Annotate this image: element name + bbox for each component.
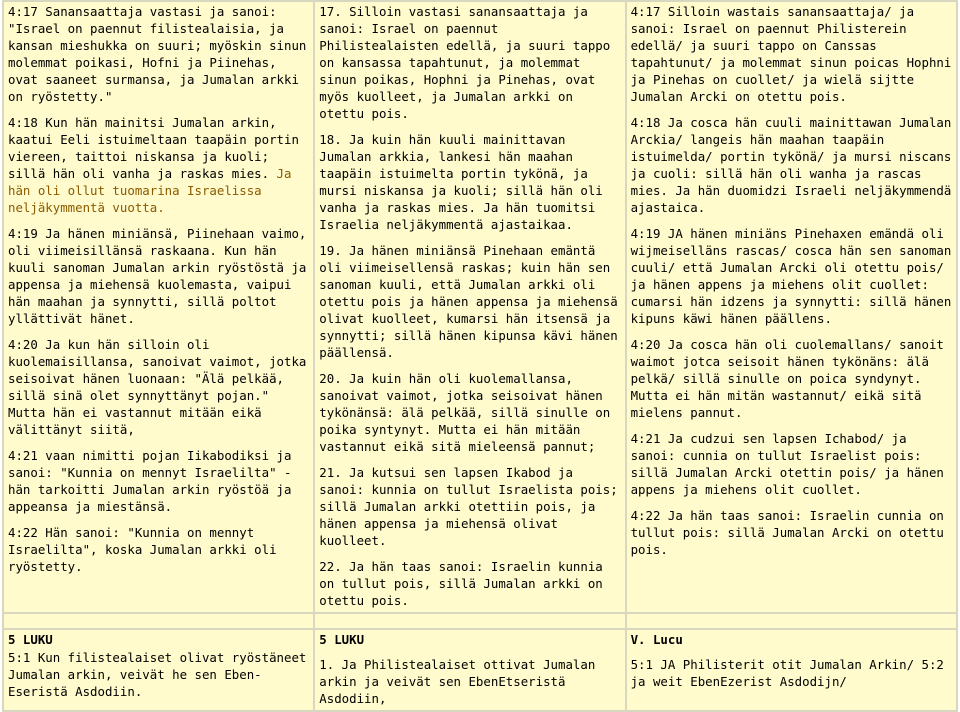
verse-text: 4:17 Sanansaattaja vastasi ja sanoi: "Israel on paennut filistealaisia, ja kansan mieshukka on suuri; myöskin sinun molemmat poikasi, Hofni ja Piinehas, ovat saaneet surmansa, ja Jumalan arkki on ryöstetty." [8,4,307,104]
spacer-cell [3,613,314,629]
verse-5-1-old: 5:1 JA Philisterit otit Jumalan Arkin/ 5:2 ja weit EbenEzerist Asdodijn/ [630,657,944,689]
verse-18 [319,131,621,233]
column-1-cell [3,1,314,613]
parallel-bible-table [2,0,958,712]
spacer-cell [626,613,957,629]
column-3-cell [626,1,957,613]
spacer-row [3,613,957,629]
verse-1: 1. Ja Philistealaiset ottivat Jumalan arkin ja veivät sen EbenEtseristä Asdodiin, [319,657,596,706]
verse-4-22-old [631,507,953,558]
verse-4-21-old [631,430,953,498]
table-row [3,1,957,613]
verse-text: 4:21 vaan nimitti pojan Iikabodiksi ja sanoi: "Kunnia on mennyt Israelilta" - hän tarkoitti Jumalan arkin ryöstöä ja appeansa ja miestänsä. [8,448,292,514]
verse-4-19 [8,225,310,327]
verse-text-highlight: Ja hän oli ollut tuomarina Israelissa neljäkymmentä vuotta. [8,166,292,215]
verse-text: 17. Silloin vastasi sanansaattaja ja sanoi: Israel on paennut Philistealaisten edellä, ja suuri tappo on kansassa tapahtunut, ja molemmat sinun poikas, Hophni ja Pinehas, ovat myös kuolleet, ja Jumalan arkki on otettu pois. [319,4,611,121]
verse-4-22 [8,524,310,575]
verse-text: 4:18 Ja cosca hän cuuli mainittawan Jumalan Arckia/ langeis hän maahan taapäin istuimelda/ portin tykönä/ ja mursi niscans ja cuoli: sillä hän oli wanha ja rascas mies. Ja hän duomidzi Israeli neljäkymmendä ajastaica. [630,115,952,215]
verse-text: 4:22 Ja hän taas sanoi: Israelin cunnia on tullut pois: sillä Jumalan Arcki on otettu pois. [630,508,944,557]
verse-20 [319,370,621,455]
verse-22 [319,558,621,609]
verse-text: 4:20 Ja cosca hän oli cuolemallans/ sanoit waimot jotca seisoit hänen tykönäns: älä pelkä/ sillä sinulle on poica syndynyt. Mutta ei hän mitän wastannut/ eikä sitä mielens pannut. [630,337,944,420]
spacer-cell [314,613,625,629]
verse-19 [319,242,621,361]
column-1-chapter-cell [3,629,314,711]
verse-text: 4:19 JA hänen miniäns Pinehaxen emändä oli wijmeiselläns rascas/ cosca hän sen sanoman cuuli/ että Jumalan Arcki oli otettu pois/ ja hänen appens ja miehens olit cuollet: cumarsi hän idzens ja synnytti: sillä hänen kipuns käwi hänen päällens. [630,226,952,326]
verse-text: 21. Ja kutsui sen lapsen Ikabod ja sanoi: kunnia on tullut Israelista pois; sillä Jumalan arkki otettiin pois, ja hänen appensa ja miehensä olivat kuolleet. [319,465,618,548]
table-row [3,629,957,711]
verse-text: 20. Ja kuin hän oli kuolemallansa, sanoivat vaimot, jotka seisoivat hänen tykönänsä: älä pelkää, sillä sinulle on poika syntynyt. Mutta ei hän mitään vastannut eikä sitä mieleensä pannut; [319,371,611,454]
verse-4-19-old [631,225,953,327]
verse-text: 18. Ja kuin hän kuuli mainittavan Jumalan arkkia, lankesi hän maahan taapäin istuimelta portin tykönä, ja mursi niskansa ja kuoli; sillä hän oli vanha ja raskas mies. Ja hän tuomitsi Israelia neljäkymmentä ajastaikaa. [319,132,603,232]
column-2-cell [314,1,625,613]
chapter-heading: 5 LUKU [319,632,365,647]
verse-4-21 [8,447,310,515]
verse-4-20-old [631,336,953,421]
verse-4-17 [8,3,310,105]
chapter-heading: V. Lucu [630,632,683,647]
verse-17 [319,3,621,122]
verse-text: 22. Ja hän taas sanoi: Israelin kunnia on tullut pois, sillä Jumalan arkki on otettu pois. [319,559,603,608]
verse-text: 4:18 Kun hän mainitsi Jumalan arkin, kaatui Eeli istuimeltaan taapäin portin viereen, taittoi niskansa ja kuoli; sillä hän oli vanha ja raskas mies. [8,115,299,181]
chapter-heading: 5 LUKU [8,632,53,647]
verse-text: 4:22 Hän sanoi: "Kunnia on mennyt Israelilta", koska Jumalan arkki oli ryöstetty. [8,525,277,574]
verse-4-20 [8,336,310,438]
verse-4-18 [8,114,310,216]
verse-text: 4:17 Silloin wastais sanansaattaja/ ja sanoi: Israel on paennut Philisterein edellä/ ja suuri tappo on Canssas tapahtunut/ ja molemmat sinun poicas Hophni ja Pinehas on cuollet/ ja wielä sijtte Jumalan Arcki on otettu pois. [630,4,952,104]
column-3-chapter-cell [626,629,957,711]
verse-4-18-old [631,114,953,216]
verse-text: 4:21 Ja cudzui sen lapsen Ichabod/ ja sanoi: cunnia on tullut Israelist pois: sillä Jumalan Arcki otettin pois/ ja hänen appens ja miehens olit cuollet. [630,431,944,497]
verse-text: 4:20 Ja kun hän silloin oli kuolemaisillansa, sanoivat vaimot, jotka seisoivat hänen luonaan: "Älä pelkää, sillä sinä olet synnyttänyt pojan." Mutta hän ei vastannut mitään eikä välittänyt siitä, [8,337,307,437]
verse-text: 4:19 Ja hänen miniänsä, Piinehaan vaimo, oli viimeisillänsä raskaana. Kun hän kuuli sanoman Jumalan arkin ryöstöstä ja appensa ja miehensä kuolemasta, vaipui hän maahan ja synnytti, sillä poltot yllättivät hänet. [8,226,307,326]
column-2-chapter-cell [314,629,625,711]
verse-5-1: 5:1 Kun filistealaiset olivat ryöstäneet Jumalan arkin, veivät he sen Eben-Eseristä Asdodiin. [8,650,307,699]
verse-21 [319,464,621,549]
verse-text: 19. Ja hänen miniänsä Pinehaan emäntä oli viimeisellensä raskas; kuin hän sen sanoman kuuli, että Jumalan arkki oli otettu pois ja hänen appensa ja miehensä olivat kuolleet, kumarsi hän itsensä ja synnytti; sillä hänen kipunsa kävi hänen päällensä. [319,243,618,360]
verse-4-17-old [631,3,953,105]
